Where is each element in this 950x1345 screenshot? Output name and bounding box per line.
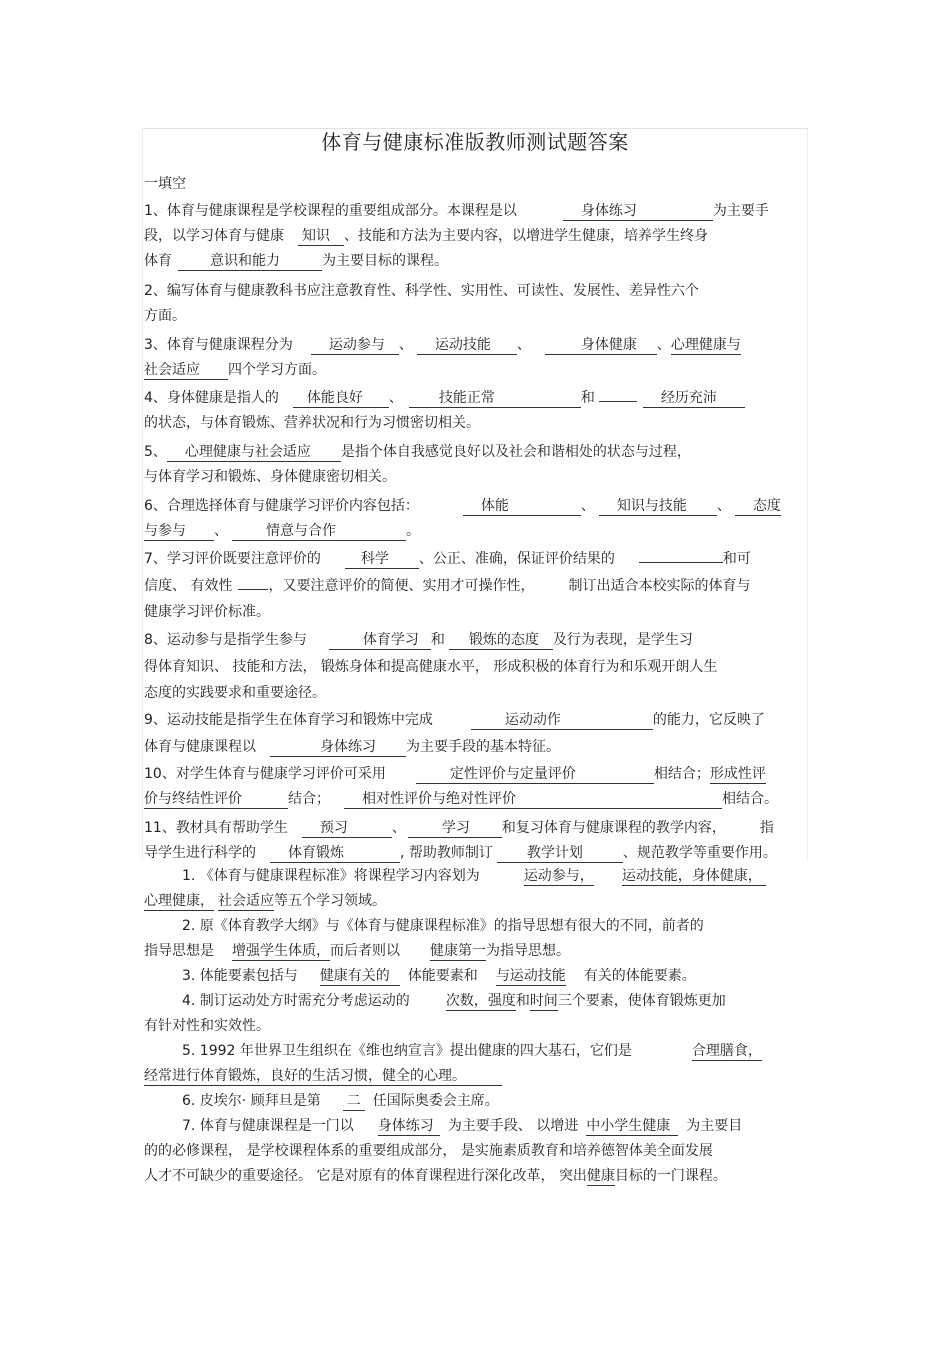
answer-blank: 预习 <box>302 820 392 838</box>
text: 而后者则以 <box>330 943 400 959</box>
text: 5、 <box>144 444 167 460</box>
text: 有针对性和实效性。 <box>144 1018 270 1034</box>
answer-blank: 身体练习 <box>270 739 406 757</box>
answer-blank: 身体健康 <box>545 337 657 355</box>
question-1 <box>144 199 808 274</box>
text: 得体育知识、 技能和方法， 锻炼身体和提高健康水平， 形成积极的体育行为和乐观开朗人生 <box>144 658 718 675</box>
text: 、 <box>388 390 403 406</box>
answer-blank: 态度 <box>735 498 781 516</box>
text: 体育与健康课程以 <box>144 738 256 755</box>
text: 为主要手 <box>712 203 769 219</box>
answer-blank: 社会适应 <box>218 893 274 909</box>
text: 、 <box>398 337 413 353</box>
answer-blank: 运动技能， <box>621 868 692 884</box>
text: 体能要素和 <box>407 968 478 984</box>
text: 为主要手段、 以增进 <box>447 1118 579 1134</box>
text: 、 <box>214 523 228 539</box>
question-3 <box>144 333 808 383</box>
answer-blank: 次数， <box>445 993 488 1009</box>
answer-blank: 运动动作 <box>471 712 653 730</box>
question-4 <box>144 386 808 436</box>
answer-blank: 价与终结性评价 <box>144 791 288 809</box>
text: 6. 皮埃尔· 顾拜旦是第 <box>182 1093 321 1109</box>
text: 目标的一门课程。 <box>614 1168 727 1184</box>
text: 和可 <box>722 551 751 567</box>
answer-blank: 身体练习 <box>563 203 713 221</box>
text: 健康学习评价标准。 <box>144 604 270 620</box>
answer-blank: 形成性评 <box>709 766 766 782</box>
answer-blank: 锻炼的态度 <box>449 632 553 650</box>
answer-blank: 运动参与 <box>311 337 399 355</box>
text: 相结合； <box>653 766 710 782</box>
text: 方面。 <box>144 308 186 324</box>
text: 及行为表现，是学生习 <box>552 632 693 648</box>
document-title: 体育与健康标准版教师测试题答案 <box>321 130 629 154</box>
question-6 <box>144 494 808 544</box>
answer-blank: 情意与合作 <box>232 523 406 541</box>
text: 导学生进行科学的 <box>144 845 256 861</box>
text: 、技能和方法为主要内容，以增进学生健康，培养学生终身 <box>344 228 708 244</box>
answer-blank: 知识 <box>298 228 344 246</box>
answer-blank: 运动参与， <box>523 868 594 884</box>
text: 指 <box>759 820 774 836</box>
list-item-2 <box>144 914 808 964</box>
answer-blank: 心理健康， <box>144 893 214 909</box>
answer-blank: 学习 <box>408 820 502 838</box>
text: 、公正、准确，保证评价结果的 <box>418 551 615 567</box>
answer-blank: 强度 <box>487 993 516 1009</box>
answer-blank: 增强学生体质， <box>232 943 330 959</box>
answer-blank: 技能正常 <box>409 390 581 408</box>
text: 人才不可缺少的重要途径。 它是对原有的体育课程进行深化改革， 突出 <box>144 1168 587 1184</box>
text: 三个要素，使体育锻炼更加 <box>557 993 726 1009</box>
answer-blank: 身体健康， <box>692 868 766 886</box>
question-10 <box>144 762 808 812</box>
text: 1、体育与健康课程是学校课程的重要组成部分。本课程是以 <box>144 203 517 219</box>
text: 的状态，与体育锻炼、营养状况和行为习惯密切相关。 <box>144 415 480 431</box>
text: 1. 《体育与健康课程标准》将课程学习内容划为 <box>182 868 480 884</box>
answer-blank: 体能 <box>463 498 581 516</box>
answer-blank: 经历充沛 <box>643 390 745 408</box>
text: 相结合。 <box>722 791 778 807</box>
answer-blank: 身体练习 <box>378 1118 440 1136</box>
answer-blank <box>599 401 637 402</box>
answer-blank: 与参与 <box>144 523 214 541</box>
question-8 <box>144 627 808 707</box>
answer-blank: 体能良好 <box>293 390 389 408</box>
answer-blank: 良好的生活习惯，健全的心理。 <box>270 1068 502 1086</box>
text: 体育 <box>144 253 172 269</box>
list-item-4 <box>144 989 808 1039</box>
section-heading: 一填空 <box>144 176 186 192</box>
answer-blank: 知识与技能 <box>599 498 717 516</box>
question-5 <box>144 440 808 490</box>
text: 7、学习评价既要注意评价的 <box>144 551 321 567</box>
question-7 <box>144 546 808 626</box>
text: ，又要注意评价的简便、实用才可操作性， <box>268 577 535 594</box>
text: 等五个学习领域。 <box>274 893 386 909</box>
text: 4、身体健康是指人的 <box>144 390 279 406</box>
answer-blank: 二 <box>343 1093 365 1111</box>
text: 4. 制订运动处方时需充分考虑运动的 <box>182 993 410 1009</box>
text: 、 <box>656 337 671 353</box>
text: 5. 1992 年世界卫生组织在《维也纳宣言》提出健康的四大基石，它们是 <box>182 1043 632 1059</box>
text: , 帮助教师制订 <box>400 845 493 861</box>
text: 结合； <box>288 791 330 807</box>
text: 2. 原《体育教学大纲》与《体育与健康课程标准》的指导思想有很大的不同，前者的 <box>182 918 704 934</box>
text: 。 <box>406 523 420 539</box>
answer-blank <box>238 589 268 590</box>
text: 为主要手段的基本特征。 <box>406 738 560 755</box>
answer-blank: 经常进行体育锻炼， <box>144 1068 270 1084</box>
answer-blank: 体育锻炼 <box>270 845 400 863</box>
text: 四个学习方面。 <box>228 362 326 378</box>
text: 与体育学习和锻炼、身体健康密切相关。 <box>144 469 396 485</box>
answer-blank: 时间 <box>529 993 558 1009</box>
text: 10、对学生体育与健康学习评价可采用 <box>144 766 386 782</box>
text: 和 <box>580 390 595 406</box>
text: 9、运动技能是指学生在体育学习和锻炼中完成 <box>144 712 433 728</box>
question-11 <box>144 816 808 866</box>
list-item-5 <box>144 1039 808 1089</box>
answer-blank: 与运动技能 <box>495 968 566 984</box>
answer-blank: 健康有关的 <box>320 968 400 986</box>
answer-blank <box>639 562 723 563</box>
answer-blank: 运动技能 <box>417 337 517 355</box>
text: 和 <box>515 993 530 1009</box>
text: 为主要目标的课程。 <box>322 253 448 269</box>
list-item-7 <box>144 1114 808 1189</box>
text: 段，以学习体育与健康 <box>144 228 284 244</box>
answer-blank: 健康 <box>586 1168 615 1184</box>
list-item-1 <box>144 864 808 914</box>
answer-blank: 教学计划 <box>497 845 623 863</box>
answer-blank: 健康第一 <box>430 943 486 959</box>
text: 指导思想是 <box>144 943 214 959</box>
answer-blank: 心理健康与 <box>670 337 741 353</box>
text: 11、教材具有帮助学生 <box>144 820 288 836</box>
text: 为主要目 <box>686 1118 743 1134</box>
answer-blank: 体育学习 <box>329 632 431 650</box>
text: 有关的体能要素。 <box>583 968 696 984</box>
text: 为指导思想。 <box>486 943 570 959</box>
text: 的能力，它反映了 <box>652 712 765 728</box>
text: 和 <box>430 632 445 648</box>
list-item-3 <box>144 964 808 989</box>
text: 8、运动参与是指学生参与 <box>144 632 307 648</box>
text: 、规范教学等重要作用。 <box>622 845 777 861</box>
text: 、 <box>516 337 531 353</box>
text: 和复习体育与健康课程的教学内容， <box>501 820 726 836</box>
text: 是指个体自我感觉良好以及社会和谐相处的状态与过程， <box>340 444 691 460</box>
text: 7. 体育与健康课程是一门以 <box>182 1118 354 1134</box>
answer-blank: 心理健康与社会适应 <box>167 444 341 462</box>
text: 的的必修课程， 是学校课程体系的重要组成部分， 是实施素质教育和培养德智体美全面发展 <box>144 1143 713 1159</box>
answer-blank: 意识和能力 <box>178 253 322 271</box>
text: 2、编写体育与健康教科书应注意教育性、科学性、实用性、可读性、发展性、差异性六个 <box>144 283 699 299</box>
text: 、 <box>391 820 406 836</box>
text: 6、合理选择体育与健康学习评价内容包括： <box>144 498 419 514</box>
text: 3. 体能要素包括与 <box>182 968 298 984</box>
question-9 <box>144 707 808 760</box>
answer-blank: 合理膳食， <box>691 1043 762 1059</box>
answer-blank: 中小学生健康 <box>586 1118 678 1136</box>
text: 态度的实践要求和重要途径。 <box>144 685 326 701</box>
list-item-6 <box>144 1089 808 1114</box>
answer-blank: 相对性评价与绝对性评价 <box>344 791 722 809</box>
text: 、 <box>580 498 595 514</box>
text: 制订出适合本校实际的体育与 <box>568 577 751 594</box>
text: 信度、 有效性 <box>144 577 233 594</box>
text: 任国际奥委会主席。 <box>372 1093 499 1109</box>
answer-blank: 社会适应 <box>144 362 228 380</box>
answer-blank: 科学 <box>345 551 419 569</box>
answer-blank: 定性评价与定量评价 <box>416 766 654 784</box>
question-2 <box>144 279 808 329</box>
text: 3、体育与健康课程分为 <box>144 337 293 353</box>
text: 、 <box>716 498 731 514</box>
